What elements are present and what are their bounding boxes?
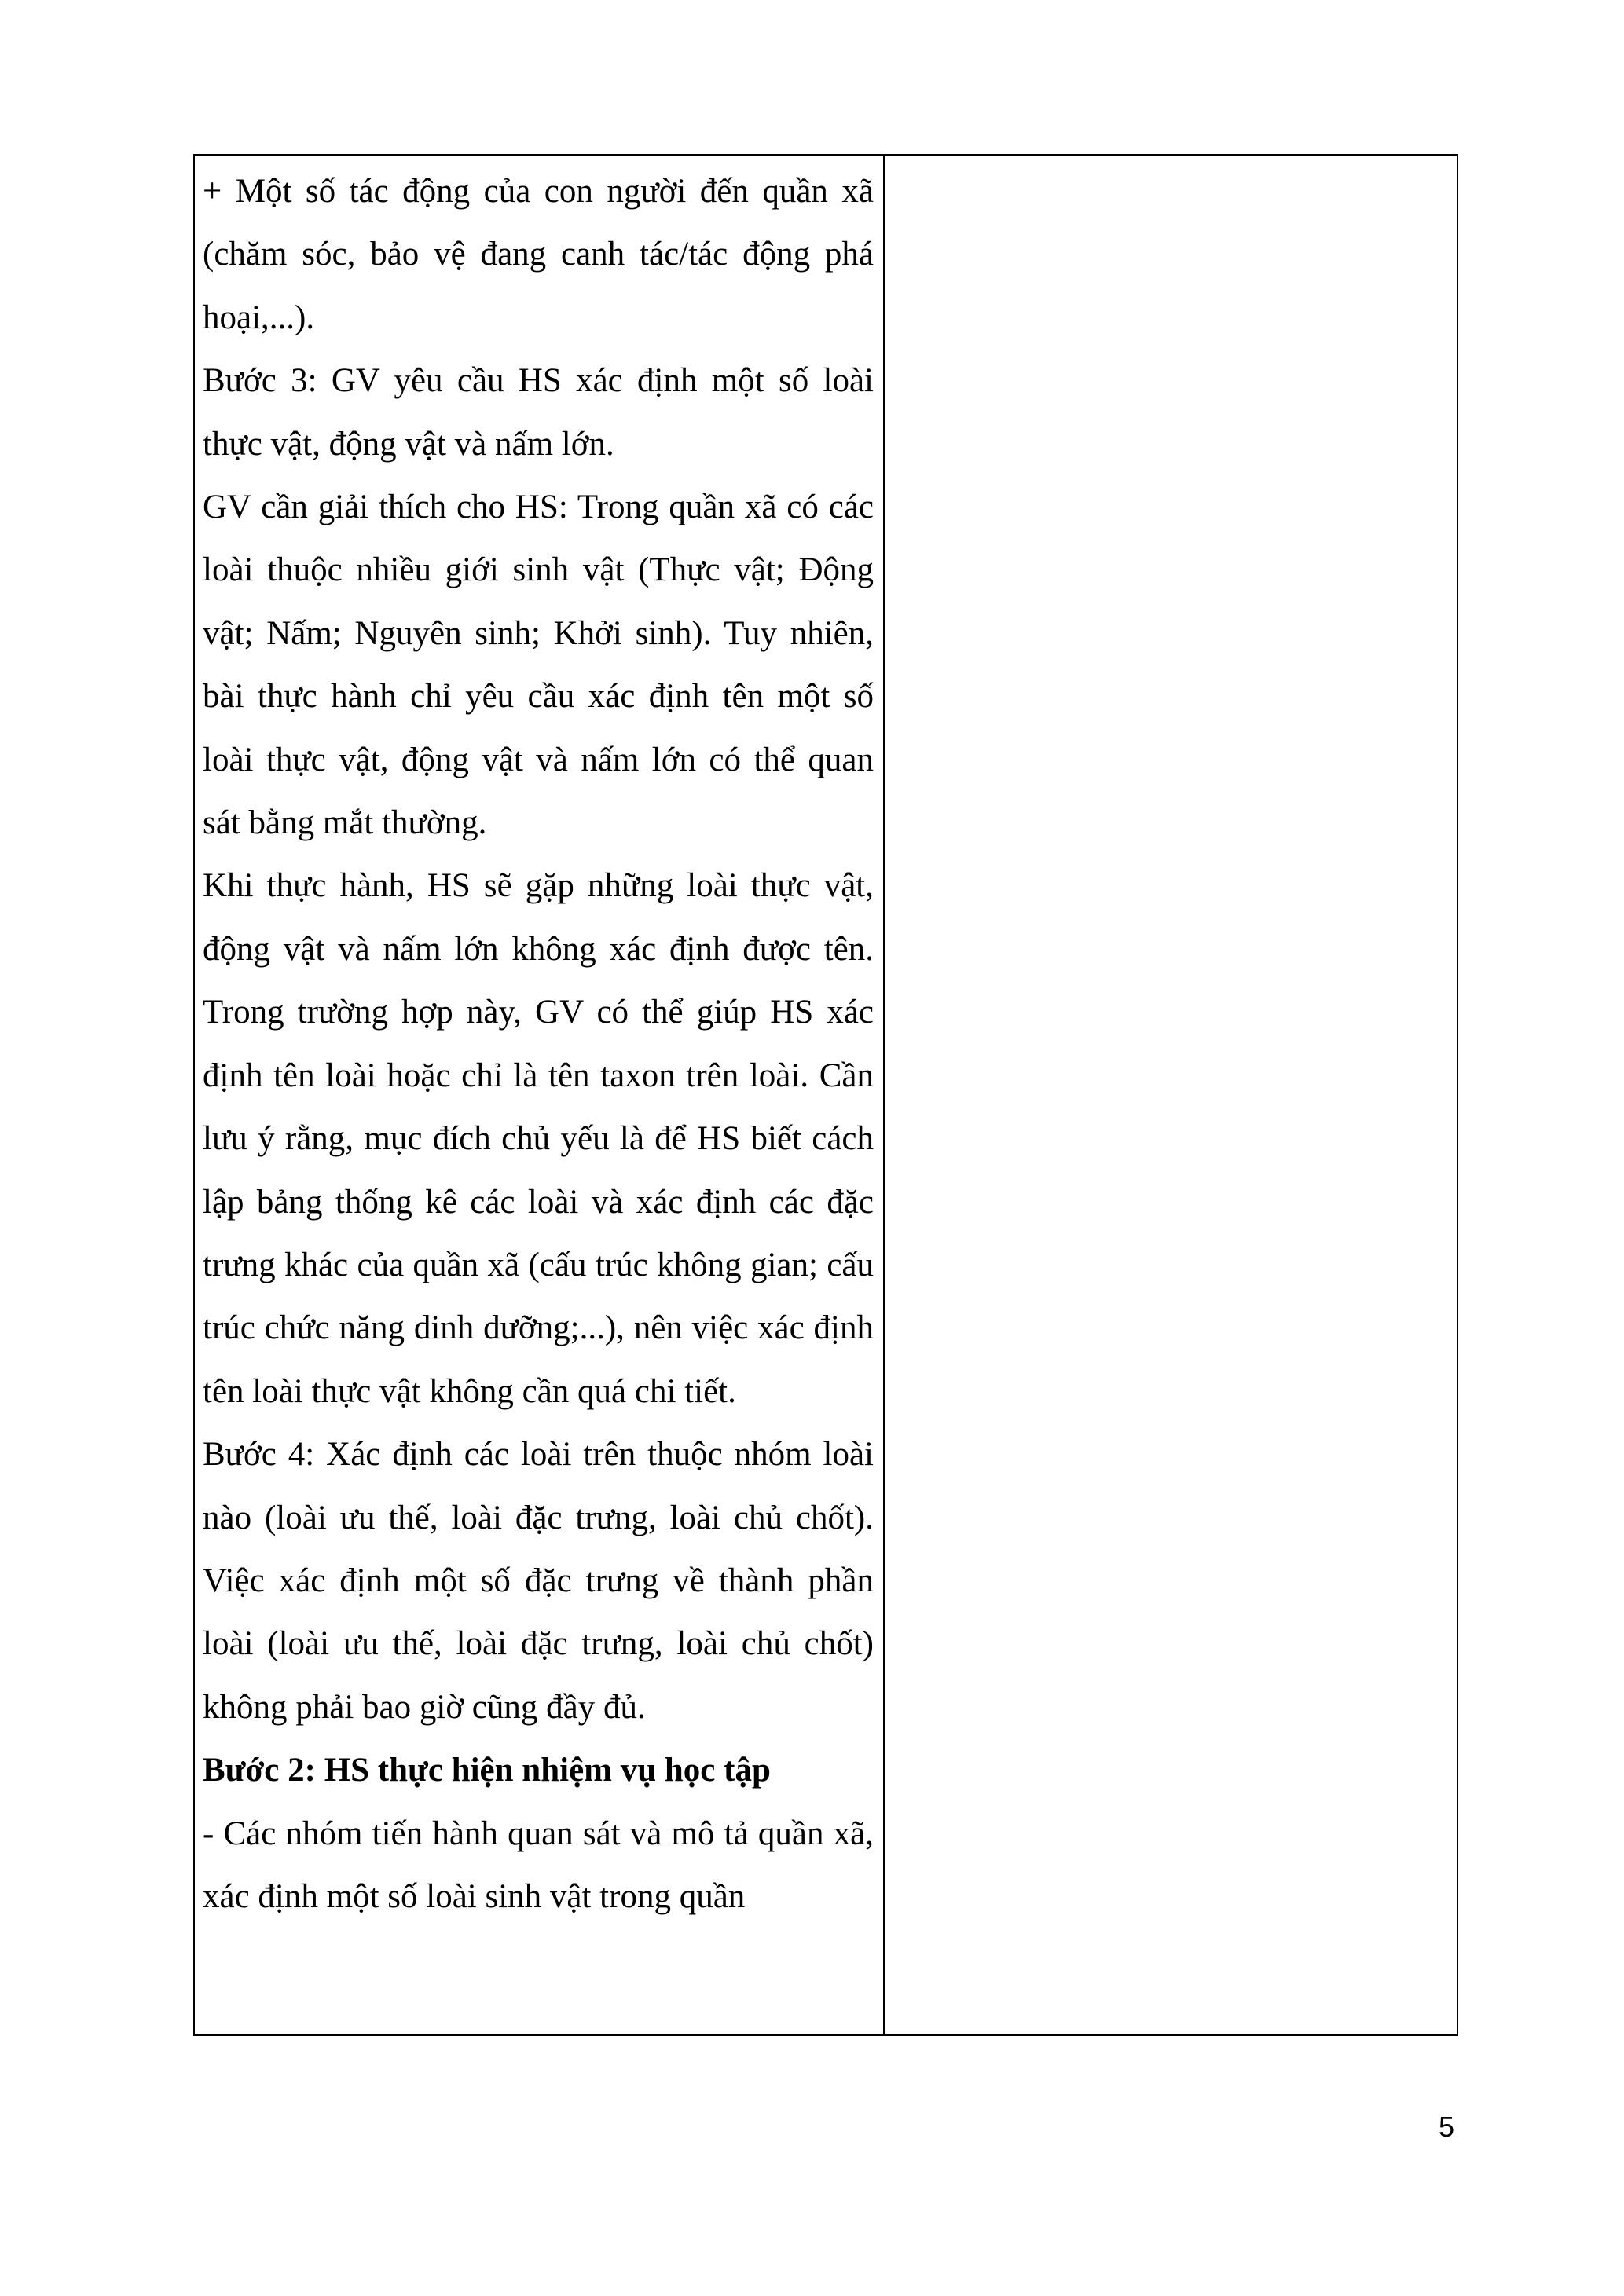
paragraph-teacher-explanation: GV cần giải thích cho HS: Trong quần xã có các loài thuộc nhiều giới sinh vật (Thực vật; Động vật; Nấm; Nguyên sinh; Khởi sinh). Tuy nhiên, bài thực hành chỉ yêu cầu xác định tên một số loài thực vật, động vật và nấm lớn có thể quan sát bằng mắt thường. [203,489,874,842]
table-cell-right [885,156,1457,2034]
paragraph-practice-note: Khi thực hành, HS sẽ gặp những loài thực vật, động vật và nấm lớn không xác định được tên. Trong trường hợp này, GV có thể giúp HS xác định tên loài hoặc chỉ là tên taxon trên loài. Cần lưu ý rằng, mục đích chủ yếu là để HS biết cách lập bảng thống kê các loài và xác định các đặc trưng khác của quần xã (cấu trúc không gian; cấu trúc chức năng dinh dưỡng;...), nên việc xác định tên loài thực vật không cần quá chi tiết. [203,867,874,1410]
table-cell-left [195,156,885,2034]
paragraph-step-4: Bước 4: Xác định các loài trên thuộc nhóm loài nào (loài ưu thế, loài đặc trưng, loài chủ chốt). Việc xác định một số đặc trưng về thành phần loài (loài ưu thế, loài đặc trưng, loài chủ chốt) không phải bao giờ cũng đầy đủ. [203,1436,874,1726]
paragraph-group-observation: - Các nhóm tiến hành quan sát và mô tả quần xã, xác định một số loài sinh vật trong quần [203,1814,874,1915]
content-table [193,154,1458,2036]
paragraph-human-impact: + Một số tác động của con người đến quần xã (chăm sóc, bảo vệ đang canh tác/tác động phá hoại,...). [203,173,874,336]
paragraph-step-3: Bước 3: GV yêu cầu HS xác định một số loài thực vật, động vật và nấm lớn. [203,362,874,463]
heading-step-2-students: Bước 2: HS thực hiện nhiệm vụ học tập [203,1752,771,1789]
page-number: 5 [1438,2111,1454,2143]
